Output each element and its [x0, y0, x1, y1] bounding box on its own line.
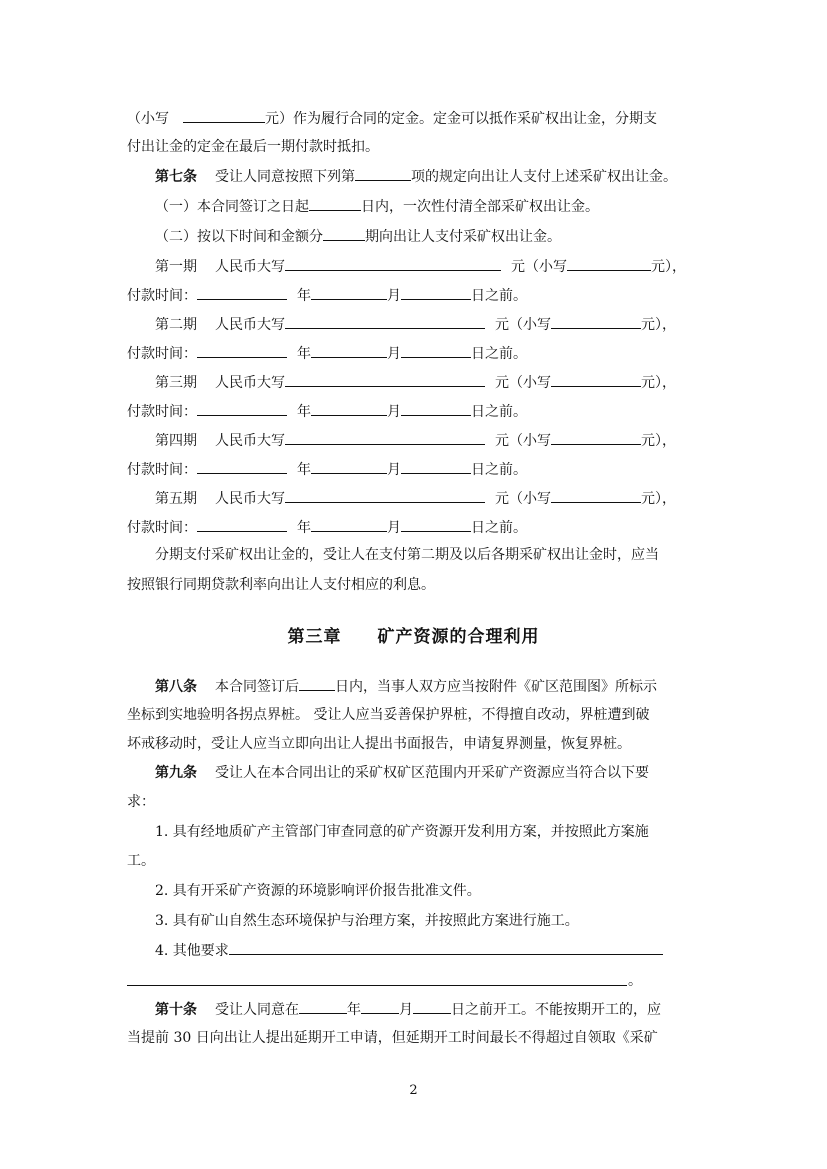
text: 付款时间：: [127, 520, 197, 536]
article-10: [155, 999, 661, 1020]
period-label: 第二期: [155, 317, 197, 333]
article-7: [155, 166, 677, 187]
blank-field: [551, 372, 641, 387]
text: 日之前。: [471, 288, 527, 304]
article-9-line-2: 求：: [127, 794, 155, 810]
blank-field: [197, 285, 287, 300]
text: 元），: [641, 375, 676, 391]
text: 项的规定向出让人支付上述采矿权出让金。: [411, 169, 677, 185]
text: 元），: [641, 491, 676, 507]
period-label: 第五期: [155, 491, 197, 507]
requirement-4: [155, 940, 663, 961]
article-8: [155, 676, 657, 697]
blank-field: [551, 430, 641, 445]
text: 元（小写: [495, 317, 551, 333]
text: 日之前。: [471, 520, 527, 536]
text: 人民币大写: [215, 491, 285, 507]
article-label: 第七条: [155, 169, 197, 185]
blank-field: [361, 999, 399, 1014]
article-label: 第十条: [155, 1002, 197, 1018]
chapter-heading: 第三章 矿产资源的合理利用: [287, 627, 540, 647]
installment-amount-row: [155, 314, 676, 335]
blank-field: [285, 488, 485, 503]
blank-field: [311, 459, 387, 474]
text: （一）本合同签订之日起: [155, 199, 309, 215]
text: 年: [297, 404, 311, 420]
text: 年: [347, 1002, 361, 1018]
text: 元），: [651, 259, 686, 275]
text: 年: [297, 346, 311, 362]
text: 受让人在本合同出让的采矿权矿区范围内开采矿产资源应当符合以下要: [215, 765, 649, 781]
text: 付款时间：: [127, 462, 197, 478]
article-8-line-2: 坐标到实地验明各拐点界桩。 受让人应当妥善保护界桩，不得擅自改动，界桩遭到破: [127, 707, 650, 723]
option-1: [155, 196, 599, 217]
text: 人民币大写: [215, 317, 285, 333]
blank-field: [311, 401, 387, 416]
blank-field: [197, 343, 287, 358]
text: 月: [387, 404, 401, 420]
text: 元），: [641, 433, 676, 449]
text: 月: [387, 288, 401, 304]
requirement-4-end: 。: [628, 973, 642, 989]
article-label: 第九条: [155, 765, 197, 781]
deposit-line-2: 付出让金的定金在最后一期付款时抵扣。: [127, 139, 379, 155]
text: 日内，一次性付清全部采矿权出让金。: [361, 199, 599, 215]
text: 受让人同意在: [215, 1002, 299, 1018]
blank-field: [299, 676, 335, 691]
blank-field: [311, 517, 387, 532]
text: （小写: [127, 111, 169, 127]
installment-date-row: [127, 343, 527, 364]
text: （二）按以下时间和金额分: [155, 229, 323, 245]
text: 日之前。: [471, 462, 527, 478]
blank-field: [127, 985, 627, 986]
blank-field: [285, 430, 485, 445]
text: 月: [387, 520, 401, 536]
installment-amount-row: [155, 372, 676, 393]
text: 期向出让人支付采矿权出让金。: [365, 229, 561, 245]
blank-field: [401, 343, 471, 358]
installment-amount-row: [155, 430, 676, 451]
requirement-3: 3. 具有矿山自然生态环境保护与治理方案，并按照此方案进行施工。: [155, 913, 579, 929]
blank-field: [567, 256, 651, 271]
interest-line-1: 分期支付采矿权出让金的，受让人在支付第二期及以后各期采矿权出让金时，应当: [155, 547, 659, 563]
requirement-1: 1. 具有经地质矿产主管部门审查同意的矿产资源开发利用方案，并按照此方案施: [155, 824, 649, 840]
text: 人民币大写: [215, 433, 285, 449]
text: 本合同签订后: [215, 679, 299, 695]
text: 日之前。: [471, 404, 527, 420]
blank-field: [299, 999, 347, 1014]
article-label: 第八条: [155, 679, 197, 695]
text: 人民币大写: [215, 259, 285, 275]
text: 人民币大写: [215, 375, 285, 391]
blank-field: [285, 314, 485, 329]
text: 日之前开工。不能按期开工的，应: [451, 1002, 661, 1018]
article-8-line-3: 坏戒移动时，受让人应当立即向出让人提出书面报告，申请复界测量，恢复界桩。: [127, 736, 631, 752]
text: 日之前。: [471, 346, 527, 362]
interest-line-2: 按照银行同期贷款利率向出让人支付相应的利息。: [127, 577, 435, 593]
blank-field: [311, 285, 387, 300]
text: 元（小写: [511, 259, 567, 275]
requirement-1-line-2: 工。: [127, 853, 155, 869]
blank-field: [401, 459, 471, 474]
installment-date-row: [127, 459, 527, 480]
blank-field: [401, 401, 471, 416]
page-number: 2: [409, 1083, 418, 1098]
blank-field: [323, 226, 365, 241]
blank-field: [551, 314, 641, 329]
text: 元）作为履行合同的定金。定金可以抵作采矿权出让金，分期支: [265, 111, 657, 127]
installment-amount-row: [155, 256, 686, 277]
option-2: [155, 226, 561, 247]
installment-amount-row: [155, 488, 676, 509]
blank-field: [285, 372, 485, 387]
period-label: 第三期: [155, 375, 197, 391]
text: 月: [399, 1002, 413, 1018]
blank-field: [413, 999, 451, 1014]
blank-field: [311, 343, 387, 358]
text: 元（小写: [495, 375, 551, 391]
blank-field: [183, 108, 265, 123]
text: 月: [387, 346, 401, 362]
text: 付款时间：: [127, 288, 197, 304]
blank-field: [551, 488, 641, 503]
text: 元（小写: [495, 433, 551, 449]
blank-field: [197, 459, 287, 474]
text: 年: [297, 520, 311, 536]
blank-field: [401, 285, 471, 300]
article-9: [155, 763, 649, 783]
text: 日内，当事人双方应当按附件《矿区范围图》所标示: [335, 679, 657, 695]
text: 元），: [641, 317, 676, 333]
blank-field: [355, 166, 411, 181]
installment-date-row: [127, 285, 527, 306]
blank-field: [197, 517, 287, 532]
requirement-2: 2. 具有开采矿产资源的环境影响评价报告批准文件。: [155, 883, 481, 899]
deposit-line-1: [127, 108, 657, 129]
text: 受让人同意按照下列第: [215, 169, 355, 185]
text: 4. 其他要求: [155, 943, 229, 959]
text: 月: [387, 462, 401, 478]
blank-field: [229, 940, 663, 955]
blank-field: [285, 256, 501, 271]
blank-field: [309, 196, 361, 211]
article-10-line-2: 当提前 30 日向出让人提出延期开工申请，但延期开工时间最长不得超过自领取《采矿: [127, 1030, 658, 1046]
text: 元（小写: [495, 491, 551, 507]
text: 年: [297, 462, 311, 478]
blank-field: [197, 401, 287, 416]
installment-date-row: [127, 517, 527, 538]
text: 付款时间：: [127, 404, 197, 420]
period-label: 第一期: [155, 259, 197, 275]
blank-field: [401, 517, 471, 532]
installment-date-row: [127, 401, 527, 422]
text: 年: [297, 288, 311, 304]
period-label: 第四期: [155, 433, 197, 449]
text: 付款时间：: [127, 346, 197, 362]
